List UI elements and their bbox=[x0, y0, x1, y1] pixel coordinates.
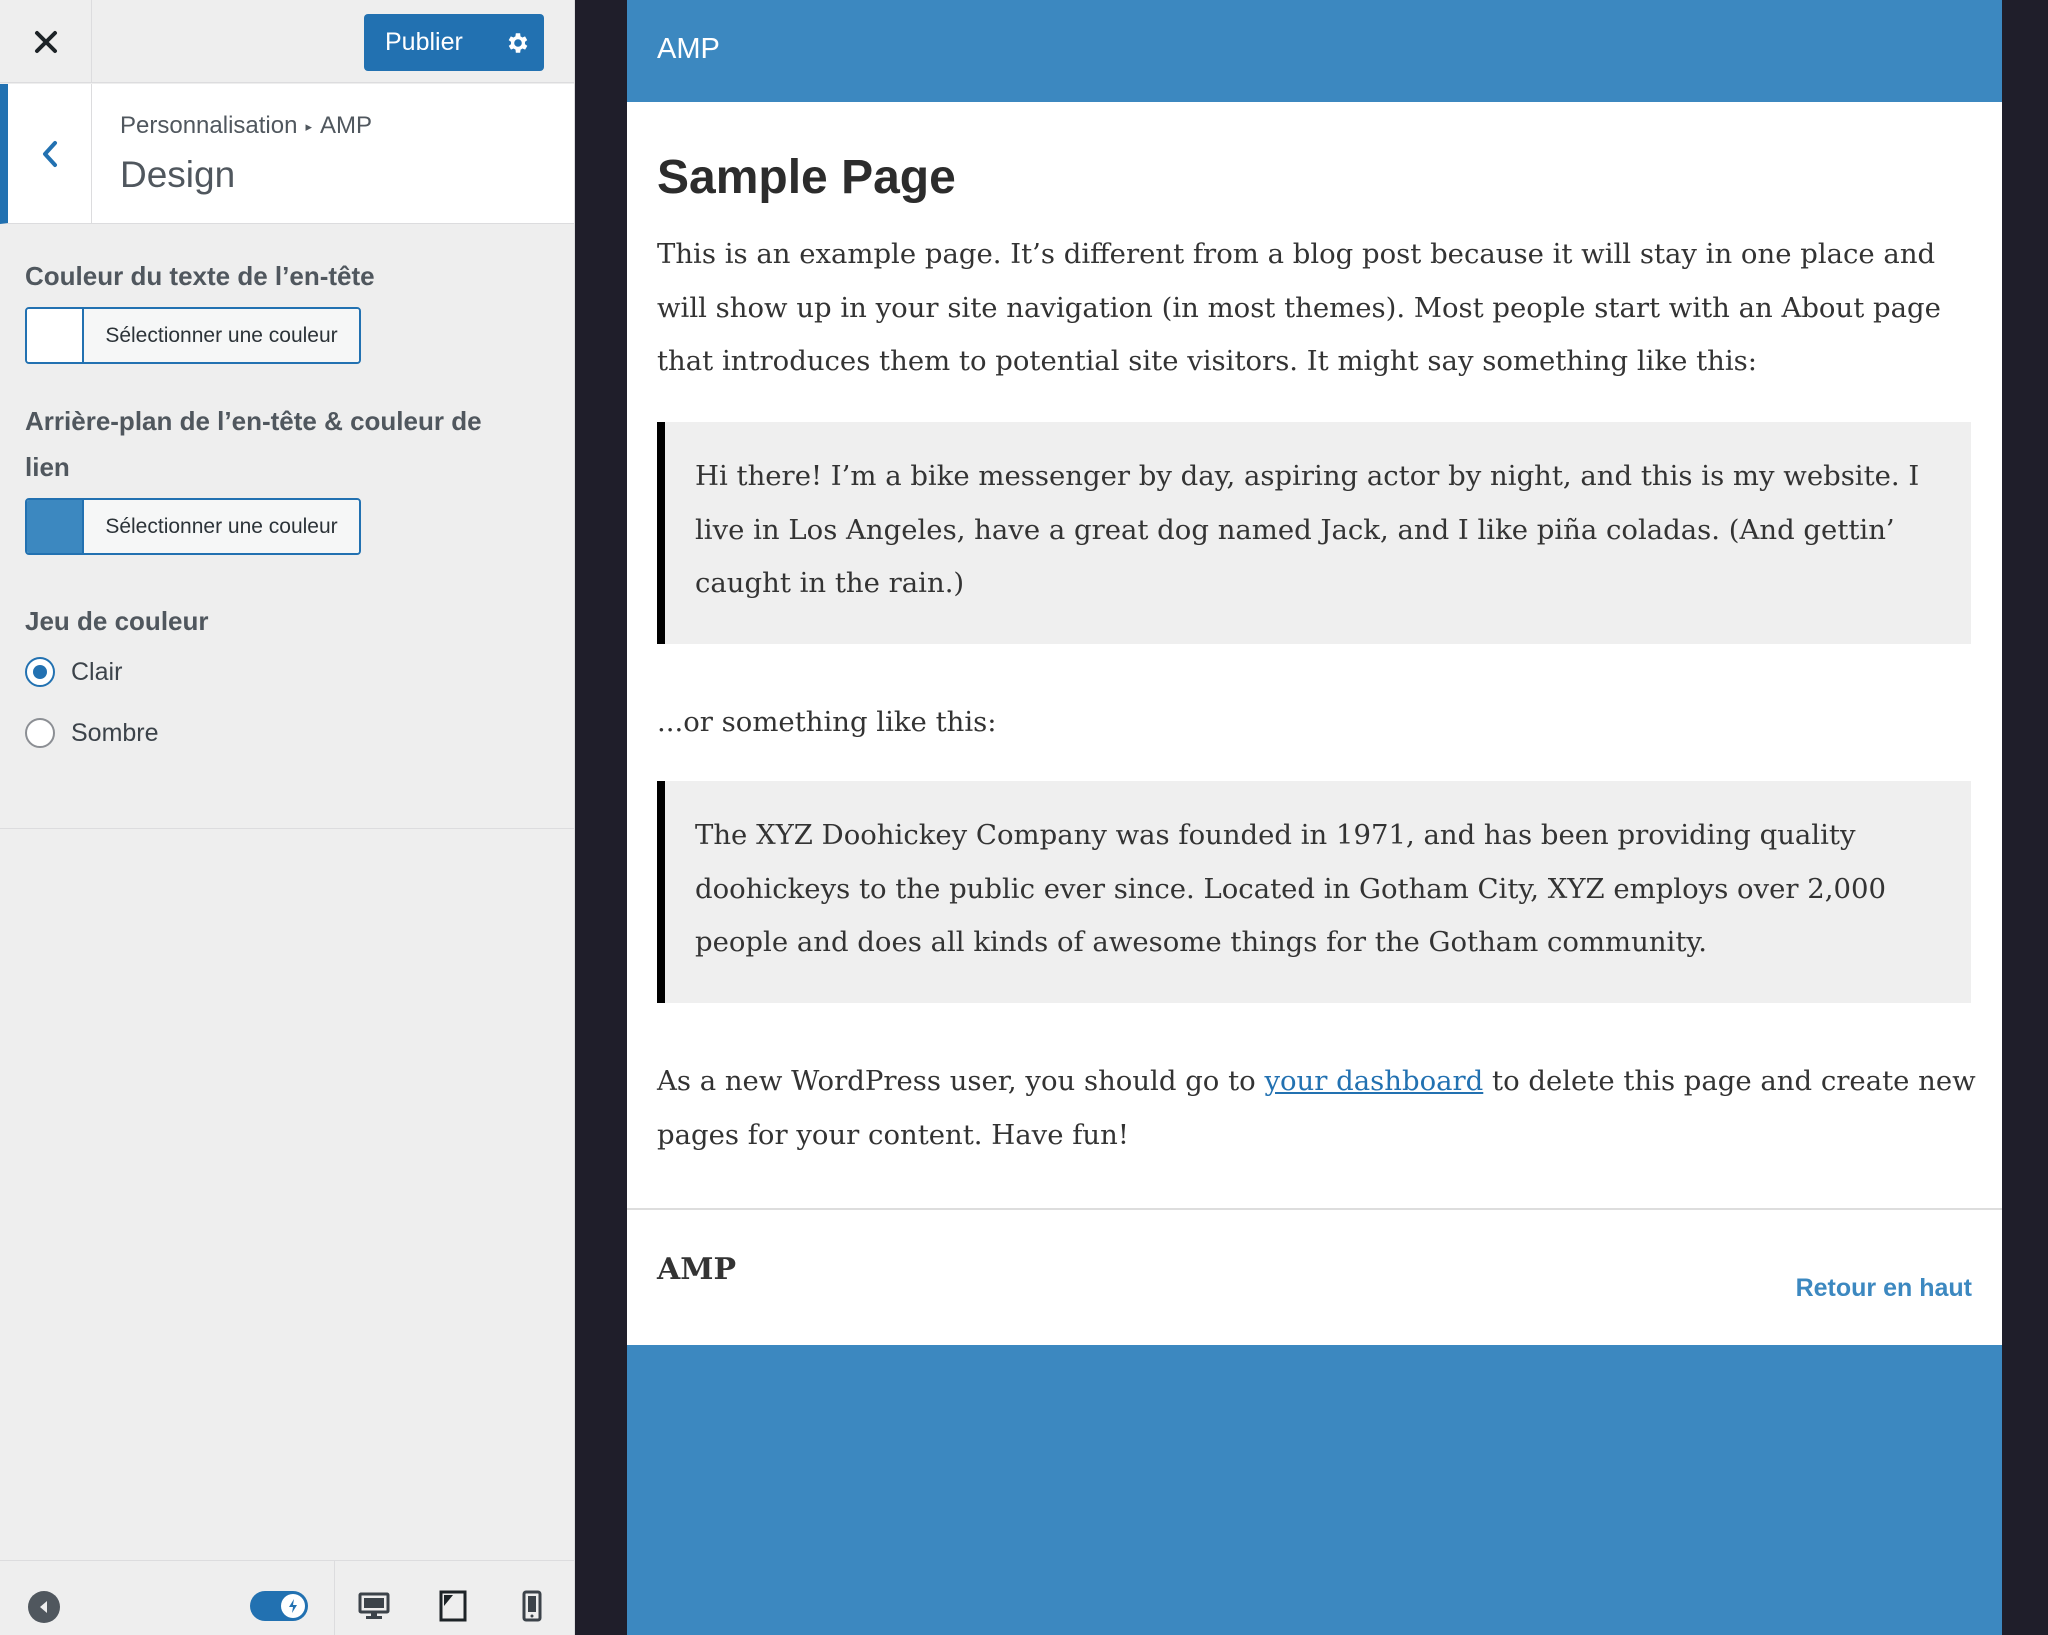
outro-paragraph bbox=[657, 1055, 1987, 1162]
amp-toggle-knob bbox=[281, 1594, 305, 1618]
header-bg-link-color-label bbox=[25, 398, 482, 490]
back-button[interactable] bbox=[8, 84, 92, 224]
select-color-button-label: Sélectionner une couleur bbox=[84, 500, 359, 553]
blockquote: Hi there! I’m a bike messenger by day, aspiring actor by night, and this is my website. I live in Los Angeles, have a great dog named Jack, and I like piña coladas. (And gettin’ caught in the rain.) bbox=[657, 422, 1971, 644]
select-color-button-label: Sélectionner une couleur bbox=[84, 309, 359, 362]
header-bg-link-color-label-line1: Arrière-plan de l’en-tête & couleur de bbox=[25, 406, 482, 436]
desktop-icon bbox=[358, 1591, 390, 1621]
radio-label: Clair bbox=[71, 657, 123, 686]
preview-tablet-button[interactable] bbox=[431, 1583, 475, 1629]
radio-button[interactable] bbox=[25, 718, 55, 748]
color-scheme-option-clair[interactable] bbox=[25, 657, 122, 687]
collapse-sidebar-button[interactable] bbox=[28, 1591, 60, 1623]
preview-mobile-button[interactable] bbox=[510, 1583, 554, 1629]
lightning-icon bbox=[286, 1598, 300, 1614]
breadcrumb-item: AMP bbox=[319, 112, 372, 139]
page-title: Sample Page bbox=[657, 151, 956, 204]
breadcrumb-item: Personnalisation bbox=[120, 112, 298, 139]
tablet-icon bbox=[439, 1590, 467, 1622]
or-paragraph: ...or something like this: bbox=[657, 706, 997, 738]
radio-label: Sombre bbox=[71, 718, 159, 747]
publish-settings-button[interactable] bbox=[492, 14, 544, 71]
publish-label: Publier bbox=[385, 28, 463, 56]
customizer-footer bbox=[0, 1560, 574, 1635]
header-text-color-picker[interactable] bbox=[25, 307, 361, 364]
close-customizer-button[interactable] bbox=[0, 0, 92, 83]
section-header bbox=[0, 84, 574, 224]
header-bg-link-color-picker[interactable] bbox=[25, 498, 361, 555]
customizer-header bbox=[0, 0, 574, 83]
breadcrumb-separator: ▸ bbox=[305, 118, 312, 134]
dashboard-link[interactable]: your dashboard bbox=[1264, 1065, 1484, 1097]
color-scheme-label: Jeu de couleur bbox=[25, 606, 209, 636]
footer-divider bbox=[627, 1208, 2002, 1210]
outro-text: to delete this page and create new pages for your content. Have fun! bbox=[657, 1065, 1976, 1151]
footer-divider bbox=[334, 1561, 335, 1635]
color-scheme-option-sombre[interactable] bbox=[25, 718, 159, 748]
blockquote: The XYZ Doohickey Company was founded in 1971, and has been providing quality doohickeys to the public ever since. Located in Gotham City, XYZ employs over 2,000 people and does all kinds of awesome things for the Gotham community. bbox=[657, 781, 1971, 1003]
header-text-color-label: Couleur du texte de l’en-tête bbox=[25, 261, 375, 291]
footer-site-title[interactable]: AMP bbox=[657, 1252, 737, 1287]
collapse-icon bbox=[36, 1599, 52, 1615]
back-to-top-link[interactable]: Retour en haut bbox=[1795, 1274, 1972, 1302]
breadcrumb bbox=[120, 112, 372, 140]
color-swatch bbox=[27, 500, 84, 553]
customizer-sidebar bbox=[0, 0, 575, 1635]
color-swatch bbox=[27, 309, 84, 362]
panel-divider bbox=[0, 828, 574, 829]
amp-header bbox=[627, 0, 2002, 102]
mobile-icon bbox=[522, 1590, 542, 1622]
amp-footer-band bbox=[627, 1345, 2002, 1635]
chevron-left-icon bbox=[39, 139, 61, 169]
header-bg-link-color-label-line2: lien bbox=[25, 452, 70, 482]
radio-button[interactable] bbox=[25, 657, 55, 687]
close-icon bbox=[33, 29, 59, 55]
gear-icon bbox=[505, 30, 531, 56]
site-preview bbox=[627, 0, 2002, 1635]
publish-button[interactable] bbox=[364, 14, 544, 71]
amp-toggle[interactable] bbox=[250, 1591, 308, 1621]
outro-text: As a new WordPress user, you should go to bbox=[657, 1065, 1265, 1097]
section-title: Design bbox=[120, 154, 236, 195]
preview-desktop-button[interactable] bbox=[352, 1583, 396, 1629]
site-title[interactable]: AMP bbox=[657, 33, 720, 65]
intro-paragraph: This is an example page. It’s different from a blog post because it will stay in one place and will show up in your site navigation (in most themes). Most people start with an About page that introduces them to potential site visitors. It might say something like this: bbox=[657, 238, 1941, 377]
